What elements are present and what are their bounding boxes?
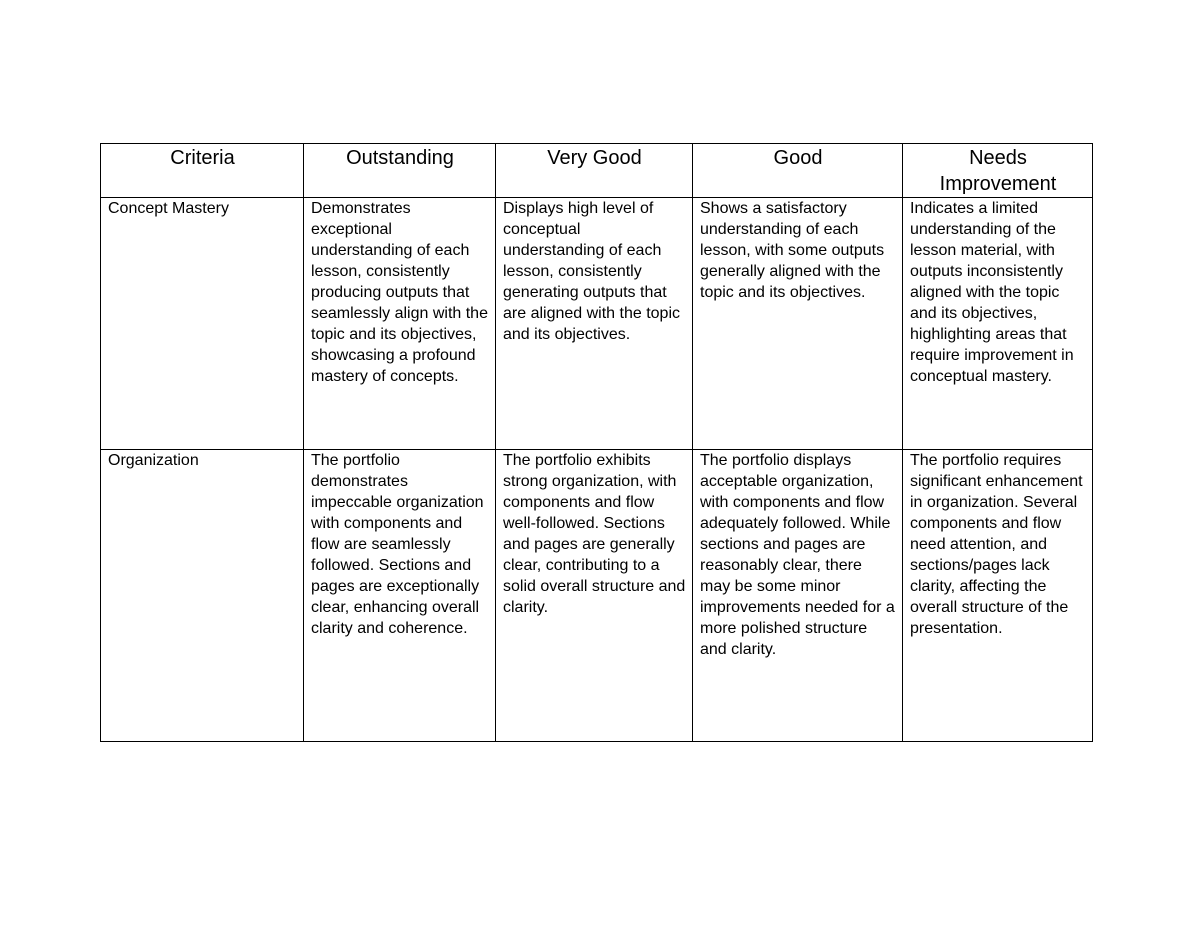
header-row: [101, 144, 1093, 198]
header-good: Good: [693, 144, 903, 198]
criterion-cell: Organization: [101, 450, 304, 742]
rubric-table: [100, 143, 1093, 742]
table-row-organization: [101, 450, 1093, 742]
header-outstanding: Outstanding: [304, 144, 496, 198]
table-row-concept-mastery: [101, 198, 1093, 450]
header-needs-improvement: Needs Improvement: [903, 144, 1093, 198]
outstanding-cell: Demonstrates exceptional understanding of each lesson, consistently producing outputs that seamlessly align with the topic and its objectives, showcasing a profound mastery of concepts.: [304, 198, 496, 450]
very-good-cell: The portfolio exhibits strong organization, with components and flow well-followed. Sections and pages are generally clear, contributing to a solid overall structure and clarity.: [496, 450, 693, 742]
good-cell: Shows a satisfactory understanding of each lesson, with some outputs generally aligned with the topic and its objectives.: [693, 198, 903, 450]
needs-improvement-cell: Indicates a limited understanding of the lesson material, with outputs inconsistently aligned with the topic and its objectives, highlighting areas that require improvement in conceptual mastery.: [903, 198, 1093, 450]
criterion-cell: Concept Mastery: [101, 198, 304, 450]
good-cell: The portfolio displays acceptable organization, with components and flow adequately followed. While sections and pages are reasonably clear, there may be some minor improvements needed for a more polished structure and clarity.: [693, 450, 903, 742]
header-very-good: Very Good: [496, 144, 693, 198]
header-criteria: Criteria: [101, 144, 304, 198]
needs-improvement-cell: The portfolio requires significant enhancement in organization. Several components and flow need attention, and sections/pages lack clarity, affecting the overall structure of the presentation.: [903, 450, 1093, 742]
outstanding-cell: The portfolio demonstrates impeccable organization with components and flow are seamlessly followed. Sections and pages are exceptionally clear, enhancing overall clarity and coherence.: [304, 450, 496, 742]
very-good-cell: Displays high level of conceptual understanding of each lesson, consistently generating outputs that are aligned with the topic and its objectives.: [496, 198, 693, 450]
